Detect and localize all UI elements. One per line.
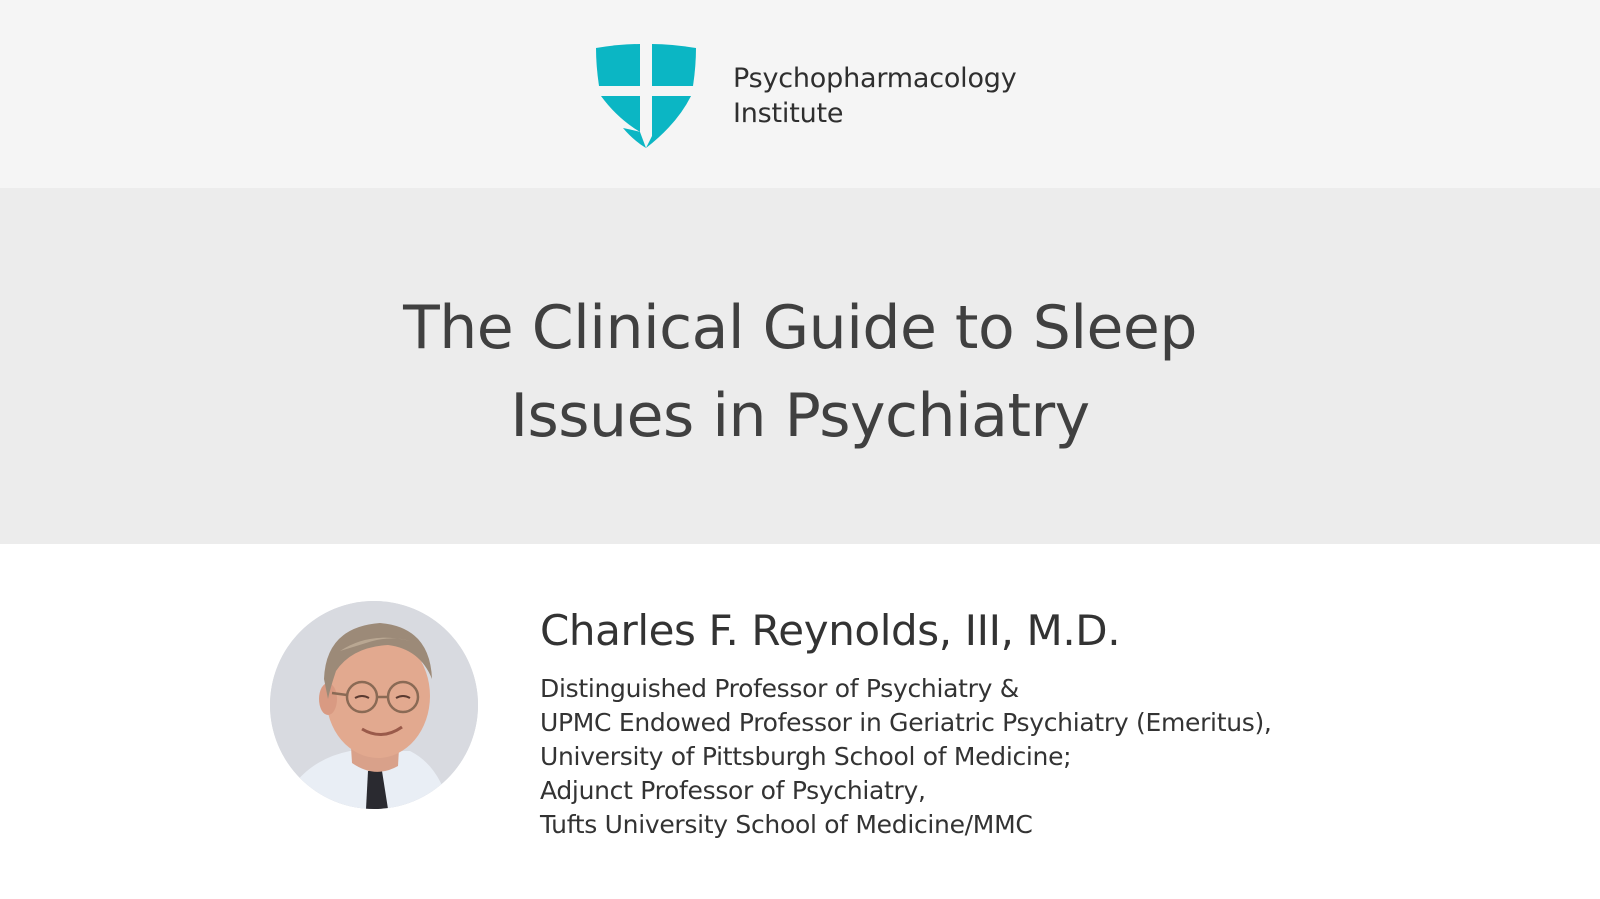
page-title [0, 284, 1600, 460]
speaker-affiliation [540, 672, 1272, 842]
affiliation-line: UPMC Endowed Professor in Geriatric Psychiatry (Emeritus), [540, 708, 1272, 737]
brand-name-line1: Psychopharmacology [733, 63, 1017, 94]
affiliation-line: Distinguished Professor of Psychiatry & [540, 674, 1019, 703]
speaker-photo [270, 601, 478, 809]
brand-name [733, 61, 1017, 131]
title-line1: The Clinical Guide to Sleep [403, 293, 1197, 363]
brand-logo [593, 44, 1017, 148]
affiliation-line: University of Pittsburgh School of Medicine; [540, 742, 1072, 771]
speaker-name: Charles F. Reynolds, III, M.D. [540, 606, 1121, 655]
affiliation-line: Adjunct Professor of Psychiatry, [540, 776, 926, 805]
shield-cross-icon [593, 44, 699, 148]
affiliation-line: Tufts University School of Medicine/MMC [540, 810, 1033, 839]
header-bar [0, 0, 1600, 188]
brand-name-line2: Institute [733, 98, 844, 129]
title-line2: Issues in Psychiatry [510, 381, 1090, 451]
